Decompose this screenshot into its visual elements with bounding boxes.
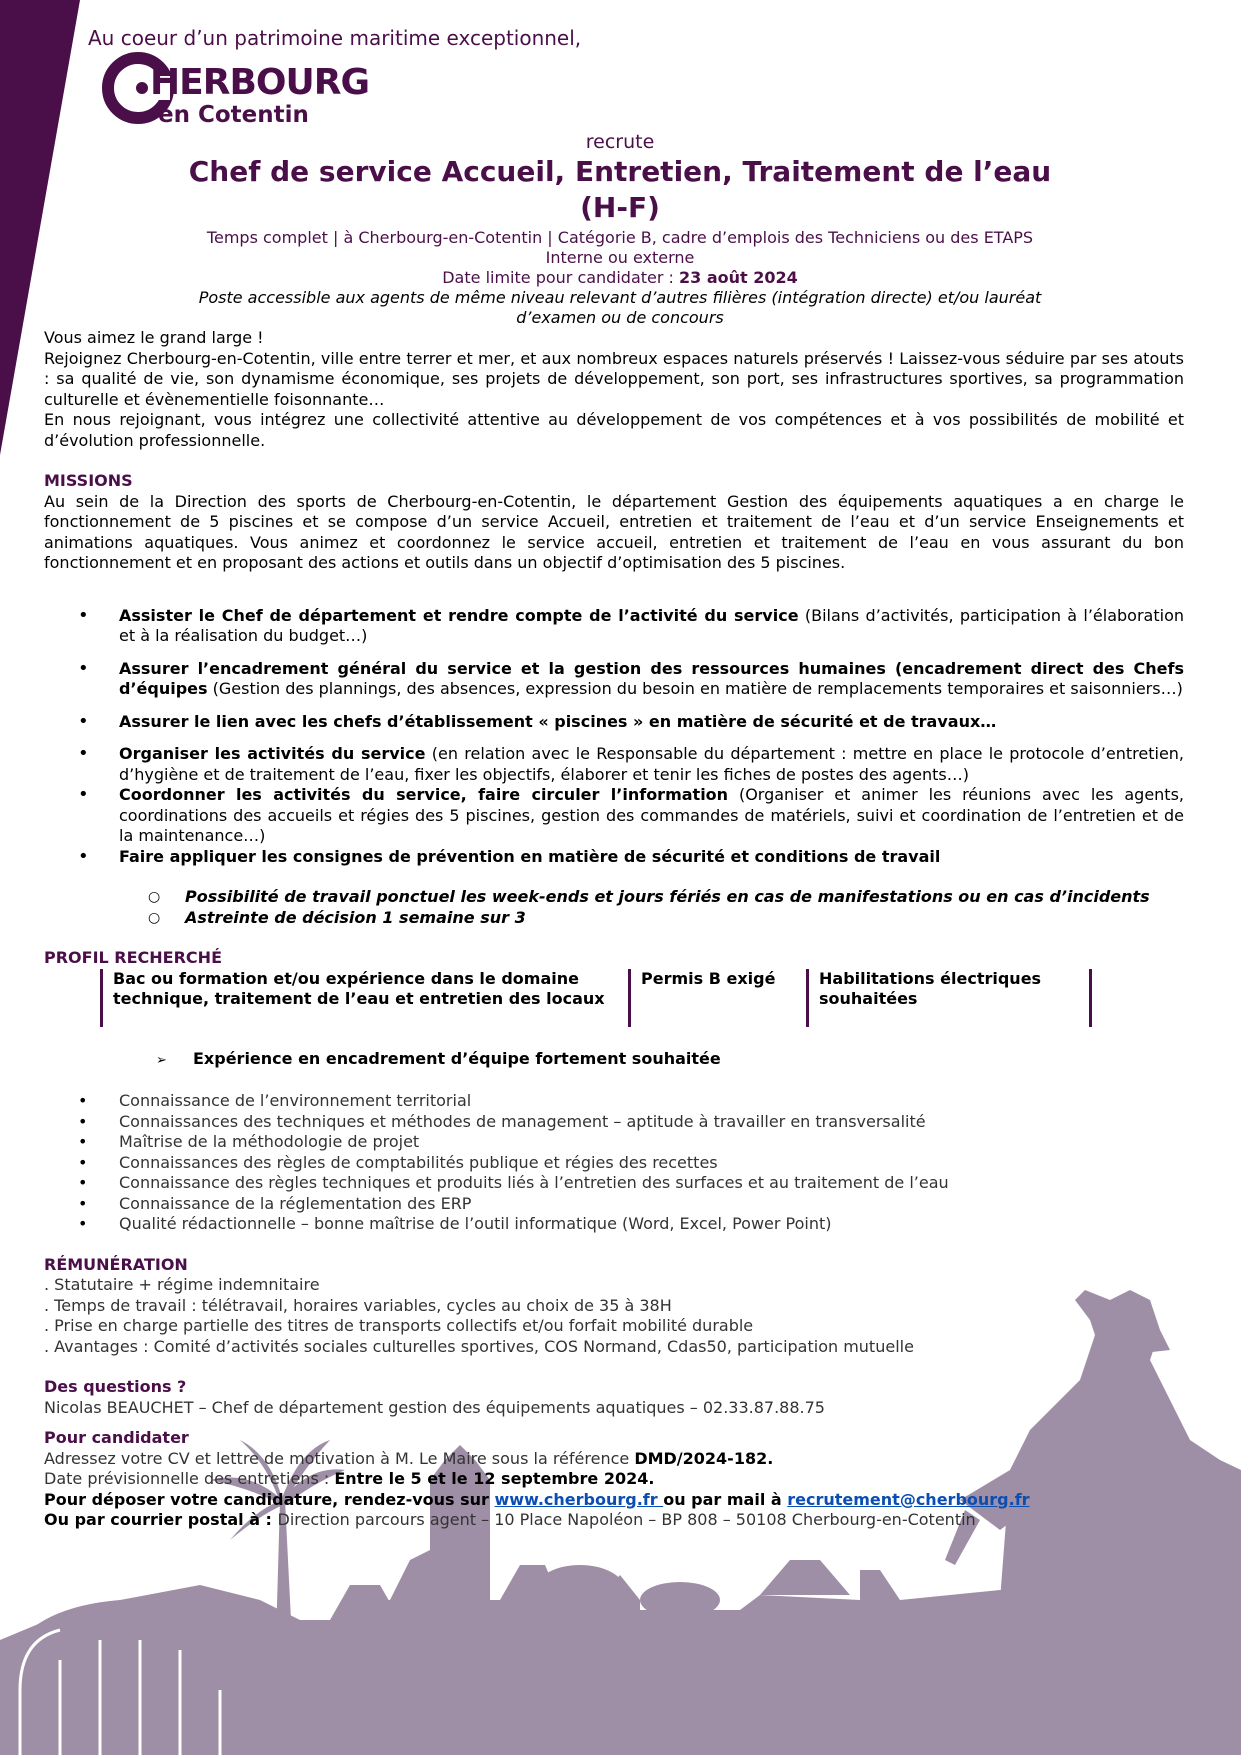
experience-item <box>156 1049 1184 1072</box>
logo-subtitle: en Cotentin <box>158 102 309 128</box>
questions-contact: Nicolas BEAUCHET – Chef de département gestion des équipements aquatiques – 02.33.87.88.75 <box>44 1397 825 1417</box>
access-note-line1: Poste accessible aux agents de même niveau relevant d’autres filières (intégration directe) et/ou lauréat <box>198 288 1042 307</box>
list-item: • Assurer le lien avec les chefs d’établissement « piscines » en matière de sécurité et de travaux… <box>44 712 1184 733</box>
candidater-line-online: Pour déposer votre candidature, rendez-vous sur www.cherbourg.fr ou par mail à recrutement@cherbourg.fr <box>44 1489 1030 1509</box>
tagline: Au coeur d’un patrimoine maritime exceptionnel, <box>88 26 582 50</box>
candidater-line-postal: Ou par courrier postal à : Direction parcours agent – 10 Place Napoléon – BP 808 – 50108 Cherbourg-en-Cotentin <box>44 1510 976 1529</box>
list-item: ○ Astreinte de décision 1 semaine sur 3 <box>44 908 1184 929</box>
intro-p3: En nous rejoignant, vous intégrez une collectivité attentive au développement de vos compétences et à vos possibilités de mobilité et d’évolution professionnelle. <box>44 410 1184 450</box>
profil-title: PROFIL RECHERCHÉ <box>44 948 222 967</box>
recrute-label: recrute <box>585 131 655 153</box>
list-item: • Connaissances des techniques et méthodes de management – aptitude à travailler en transversalité <box>44 1112 1184 1133</box>
missions-list <box>44 606 1184 868</box>
candidater-line-dates: Date prévisionnelle des entretiens : Entre le 5 et le 12 septembre 2024. <box>44 1469 655 1488</box>
list-item: • Connaissance des règles techniques et produits liés à l’entretien des surfaces et au traitement de l’eau <box>44 1173 1184 1194</box>
email-link[interactable]: recrutement@cherbourg.fr <box>787 1489 1030 1509</box>
remuneration-line: . Prise en charge partielle des titres de transports collectifs et/ou forfait mobilité durable <box>44 1316 754 1335</box>
list-item: • Organiser les activités du service (en relation avec le Responsable du département : mettre en place le protocole d’entretien, d’hygiène et de traitement de l’eau, fixer les objectifs, élaborer et tenir les fiches de postes des agents…) <box>44 744 1184 785</box>
profil-list <box>44 1091 1184 1235</box>
missions-text: Au sein de la Direction des sports de Cherbourg-en-Cotentin, le département Gestion des équipements aquatiques a en charge le fonctionnement de 5 piscines et se compose d’un service Accueil, entretien et traitement de l’eau et d’un service Enseignements et animations aquatiques. Vous animez et coordonnez le service accueil, entretien et traitement de l’eau en vous assurant du bon fonctionnement et en proposant des actions et outils dans un objectif d’optimisation des 5 piscines. <box>44 491 1184 572</box>
profil-cell-formation: Bac ou formation et/ou expérience dans le domaine technique, traitement de l’eau et entretien des locaux <box>100 969 628 1027</box>
candidater-line-cv: Adressez votre CV et lettre de motivation à M. Le Maire sous la référence DMD/2024-182. <box>44 1448 774 1468</box>
job-title-gender: (H-F) <box>580 191 660 224</box>
list-item: ○ Possibilité de travail ponctuel les week-ends et jours fériés en cas de manifestations ou en cas d’incidents <box>44 887 1184 908</box>
document-body <box>44 328 1184 1531</box>
job-header <box>150 130 1090 328</box>
candidater-title: Pour candidater <box>44 1428 189 1447</box>
deadline <box>150 268 1090 288</box>
deadline-value: 23 août 2024 <box>679 268 798 287</box>
intro-p1: Vous aimez le grand large ! <box>44 328 264 347</box>
list-item: • Faire appliquer les consignes de prévention en matière de sécurité et conditions de travail <box>44 847 1184 868</box>
profil-cell-habilitations: Habilitations électriques souhaitées <box>806 969 1089 1027</box>
list-item: • Coordonner les activités du service, faire circuler l’information (Organiser et animer les réunions avec les agents, coordinations des accueils et régies des 5 piscines, gestion des commandes de matériels, suivi et coordination de l’entretien et de la maintenance…) <box>44 785 1184 847</box>
missions-title: MISSIONS <box>44 471 133 490</box>
profil-table-end <box>1089 969 1092 1027</box>
logo-wordmark: HERBOURG <box>150 62 369 103</box>
list-item: • Assurer l’encadrement général du service et la gestion des ressources humaines (encadrement direct des Chefs d’équipes (Gestion des plannings, des absences, expression du besoin en matière de remplacements temporaires et saisonniers…) <box>44 659 1184 700</box>
job-title: Chef de service Accueil, Entretien, Traitement de l’eau <box>188 155 1052 188</box>
intro-p2: Rejoignez Cherbourg-en-Cotentin, ville entre terrer et mer, et aux nombreux espaces naturels préservés ! Laissez-vous séduire par ses atouts : sa qualité de vie, son dynamisme économique, ses projets de développement, son port, ses infrastructures sportives, sa programmation culturelle et évènementielle foisonnante… <box>44 348 1184 409</box>
missions-sublist <box>44 887 1184 928</box>
list-item: • Connaissance de l’environnement territorial <box>44 1091 1184 1112</box>
list-item: • Connaissances des règles de comptabilités publique et régies des recettes <box>44 1153 1184 1174</box>
questions-title: Des questions ? <box>44 1377 187 1396</box>
access-note-line2: d’examen ou de concours <box>516 308 724 327</box>
remuneration-line: . Statutaire + régime indemnitaire <box>44 1275 320 1294</box>
list-item: • Qualité rédactionnelle – bonne maîtrise de l’outil informatique (Word, Excel, Power Point) <box>44 1214 1184 1235</box>
list-item: • Assister le Chef de département et rendre compte de l’activité du service (Bilans d’activités, participation à l’élaboration et à la réalisation du budget…) <box>44 606 1184 647</box>
interne-externe: Interne ou externe <box>545 248 695 267</box>
profil-cell-permis: Permis B exigé <box>628 969 806 1027</box>
list-item: • Connaissance de la réglementation des ERP <box>44 1194 1184 1215</box>
arrow-icon: ➢ <box>156 1052 167 1068</box>
list-item: • Maîtrise de la méthodologie de projet <box>44 1132 1184 1153</box>
profil-table <box>100 969 1184 1027</box>
deadline-label: Date limite pour candidater : <box>442 268 679 287</box>
remuneration-line: . Avantages : Comité d’activités sociales culturelles sportives, COS Normand, Cdas50, participation mutuelle <box>44 1336 914 1356</box>
website-link[interactable]: www.cherbourg.fr <box>494 1489 664 1509</box>
remuneration-title: RÉMUNÉRATION <box>44 1254 188 1274</box>
remuneration-line: . Temps de travail : télétravail, horaires variables, cycles au choix de 35 à 38H <box>44 1295 672 1315</box>
job-info-line: Temps complet | à Cherbourg-en-Cotentin | Catégorie B, cadre d’emplois des Techniciens ou des ETAPS <box>206 228 1034 247</box>
experience-text: Expérience en encadrement d’équipe fortement souhaitée <box>193 1048 721 1068</box>
